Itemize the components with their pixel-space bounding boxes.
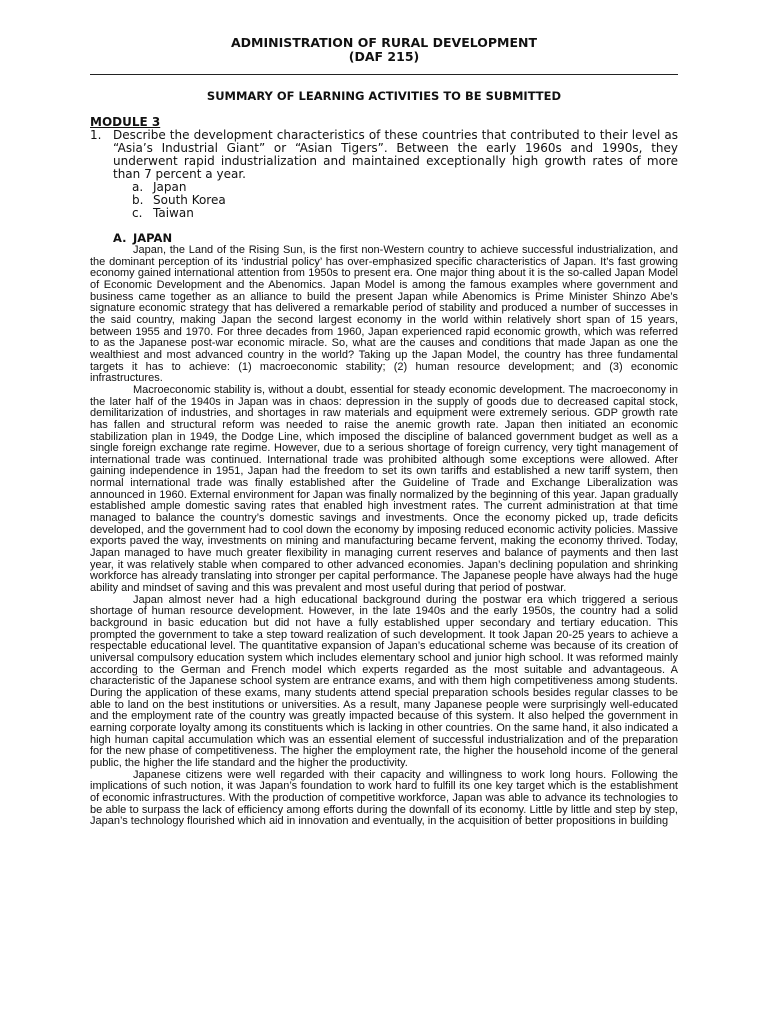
question-number: 1. <box>90 128 102 142</box>
summary-title: SUMMARY OF LEARNING ACTIVITIES TO BE SUBMITTED <box>206 89 562 103</box>
option-label: South Korea <box>153 193 226 207</box>
option-letter: b. <box>132 193 144 207</box>
question-1 <box>90 129 678 181</box>
question-text: Describe the development characteristics of these countries that contributed to their level as “Asia’s Industrial Giant” or “Asian Tigers”. Between the early 1960s and 1990s, they underwent rapid industrialization and maintained exceptionally high growth rates of more than 7 percent a year. <box>113 128 678 181</box>
paragraph: Macroeconomic stability is, without a doubt, essential for steady economic development. The macroeconomy in the later half of the 1940s in Japan was in chaos: depression in the supply of goods due to decreased capital stock, demilitarization of industries, and shortages in raw materials and equipment were extremely serious. GDP growth rate has fallen and structural reform was needed to raise the anemic growth rate. Japan then initiated an economic stabilization plan in 1949, the Dodge Line, which imposed the discipline of balanced government budget as well as a single foreign exchange rate regime. However, due to a serious shortage of foreign currency, very tight management of international trade was continued. International trade was prohibited although some exceptions were allowed. After gaining independence in 1951, Japan had the freedom to set its own tariffs and established a new tariff system, then normal international trade was finally established after the Guideline of Trade and Exchange Liberalization was announced in 1960. External environment for Japan was finally normalized by the beginning of this year. Japan gradually established ample domestic saving rates that enabled high investment rates. The current administration at that time managed to balance the country’s domestic savings and investments. Once the economy picked up, trade deficits developed, and the government had to cool down the economy by imposing reduced economic activity policies. Massive exports paved the way, investments on mining and manufacturing became fervent, making the economy thrived. Today, Japan managed to have much greater flexibility in managing current reserves and balance of payments and then last year, it was relatively stable when compared to other advanced economies. Japan’s declining population and shrinking workforce has already translating into stronger per capital performance. The Japanese people have always had the huge ability and mindset of saving and this was prevalent and most useful during that period of postwar. <box>90 383 678 595</box>
option-label: Taiwan <box>153 206 194 220</box>
document-page <box>90 36 678 828</box>
option-letter: c. <box>132 206 143 220</box>
course-title: ADMINISTRATION OF RURAL DEVELOPMENT <box>230 35 538 50</box>
question-options <box>90 181 678 220</box>
paragraph: Japan, the Land of the Rising Sun, is the first non-Western country to achieve successful industrialization, and the dominant perception of its ‘industrial policy’ has over-emphasized specific characteristics of Japan. It’s fast growing economy gained international attention from 1950s to present era. One major thing about it is the so-called Japan Model of Economic Development and the Abenomics. Japan Model is among the famous examples where government and business came together as an alliance to build the present Japan while Abenomics is Prime Minister Shinzo Abe’s signature economic strategy that has delivered a remarkable period of stability and produced a number of successes in the said country, making Japan the second largest economy in the world within relatively short span of 15 years, between 1955 and 1970. For three decades from 1960, Japan experienced rapid economic growth, which was referred to as the Japanese post-war economic miracle. So, what are the causes and conditions that made Japan as one the wealthiest and most advanced country in the world? Taking up the Japan Model, the country has three fundamental targets it has to achieve: (1) macroeconomic stability; (2) human resource development; and (3) economic infrastructures. <box>90 244 678 385</box>
section-letter: A. <box>113 231 127 245</box>
paragraph: Japanese citizens were well regarded with their capacity and willingness to work long hours. Following the implications of such notion, it was Japan’s foundation to work hard to fulfill its one key target which is the establishment of economic infrastructures. With the production of competitive workforce, Japan was able to advance its technologies to be able to surpass the lack of efficiency among efforts during the downfall of its economy. Little by little and step by step, Japan’s technology flourished which aid in innovation and eventually, in the acquisition of better propositions in building <box>90 768 678 828</box>
option-letter: a. <box>132 180 144 194</box>
paragraph: Japan almost never had a high educational background during the postwar era which triggered a serious shortage of human resource development. However, in the late 1940s and the early 1950s, the country had a solid background in basic education but did not have a fully established upper secondary and tertiary education. This prompted the government to take a step toward realization of such development. It took Japan 20-25 years to achieve a respectable educational level. The quantitative expansion of Japan’s educational scheme was because of its creation of universal compulsory education system which includes elementary school and junior high school. It was reformed mainly according to the German and French model which experts regarded as the most suitable and advantageous. A characteristic of the Japanese school system are entrance exams, and with them high competitiveness among students. During the application of these exams, many students attend special preparation schools besides regular classes to be able to land on the best institutions or universities. As a result, many Japanese people were surprisingly well-educated and the employment rate of the country was greatly impacted because of this system. It also helped the government in earning corporate loyalty among its constituents which is lacking in other countries. On the same hand, it also indicated a high human capital accumulation which was an essential element of successful industrialization and of the preparation for the new phase of competitiveness. The higher the employment rate, the higher the household income of the general public, the higher the life standard and the higher the productivity. <box>90 593 678 769</box>
option-item <box>132 194 678 207</box>
option-item <box>132 207 678 220</box>
option-label: Japan <box>153 180 187 194</box>
course-code: (DAF 215) <box>348 49 420 64</box>
header-divider <box>90 74 678 75</box>
essay-body <box>90 245 678 828</box>
section-title: JAPAN <box>133 231 173 245</box>
module-heading: MODULE 3 <box>90 115 161 129</box>
